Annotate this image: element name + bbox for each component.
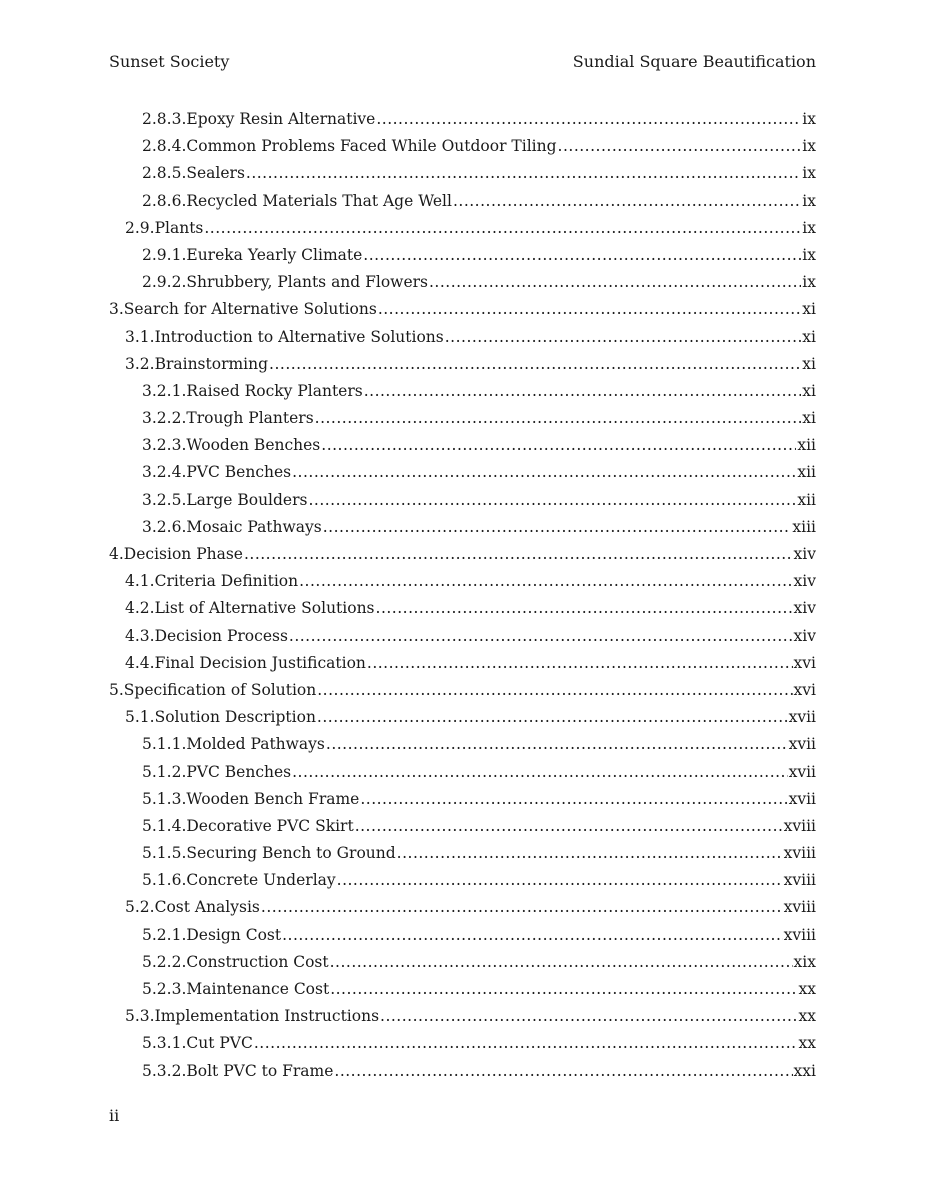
dot-leader — [376, 595, 793, 622]
toc-entry[interactable] — [109, 867, 816, 894]
toc-entry[interactable] — [109, 650, 816, 677]
toc-entry[interactable] — [109, 1058, 816, 1085]
toc-entry-number: 3.2.6. — [142, 517, 187, 536]
toc-entry-title: Trough Planters — [186, 409, 314, 428]
toc-entry-title: Brainstorming — [154, 354, 269, 373]
toc-entry-title: Final Decision Justification — [154, 653, 366, 672]
toc-entry-number: 3.2.4. — [142, 463, 187, 482]
toc-entry-page: xvii — [788, 762, 816, 781]
toc-entry-title: Mosaic Pathways — [186, 517, 322, 536]
toc-entry-number: 4.1. — [125, 572, 155, 591]
toc-entry-number: 3.2. — [125, 354, 155, 373]
toc-entry[interactable] — [109, 894, 816, 921]
toc-entry-page: xi — [802, 381, 816, 400]
toc-entry-page: ix — [802, 191, 816, 210]
toc-entry-number: 4.3. — [125, 626, 155, 645]
toc-entry-page: xvii — [788, 789, 816, 808]
toc-entry-number: 2.8.4. — [142, 137, 187, 156]
toc-entry-page: ix — [802, 137, 816, 156]
toc-entry-page: xiv — [793, 626, 816, 645]
toc-entry-page: xiii — [792, 517, 816, 536]
toc-entry[interactable] — [109, 704, 816, 731]
toc-entry-number: 5.1.6. — [142, 871, 187, 890]
dot-leader — [355, 813, 783, 840]
dot-leader — [244, 541, 793, 568]
toc-entry-number: 4.4. — [125, 653, 155, 672]
toc-entry-number: 3. — [109, 300, 124, 319]
toc-entry-title: Criteria Definition — [154, 572, 299, 591]
toc-entry[interactable] — [109, 378, 816, 405]
toc-entry-title: Decorative PVC Skirt — [186, 816, 354, 835]
toc-entry-title: Introduction to Alternative Solutions — [154, 327, 444, 346]
toc-entry-title: Common Problems Faced While Outdoor Tiling — [186, 137, 557, 156]
toc-entry[interactable] — [109, 351, 816, 378]
header-organization: Sunset Society — [109, 52, 230, 71]
toc-entry-title: Wooden Bench Frame — [186, 789, 360, 808]
toc-entry-number: 3.2.2. — [142, 409, 187, 428]
dot-leader — [337, 867, 783, 894]
toc-entry-number: 5.2.2. — [142, 952, 187, 971]
toc-entry[interactable] — [109, 840, 816, 867]
toc-entry-page: xii — [797, 463, 816, 482]
toc-entry-title: Molded Pathways — [186, 735, 325, 754]
toc-entry-title: Maintenance Cost — [186, 980, 330, 998]
toc-entry-number: 4.2. — [125, 599, 155, 618]
toc-entry-number: 4. — [109, 545, 124, 563]
toc-entry-number: 5.3.1. — [142, 1034, 187, 1053]
toc-entry[interactable] — [109, 786, 816, 813]
toc-entry-title: Cost Analysis — [154, 898, 260, 917]
toc-entry-number: 2.8.5. — [142, 164, 187, 183]
toc-entry-page: xi — [802, 354, 816, 373]
toc-entry-title: Eureka Yearly Climate — [186, 245, 363, 264]
toc-entry[interactable] — [109, 296, 816, 323]
toc-entry[interactable] — [109, 514, 816, 541]
toc-entry-title: Concrete Underlay — [186, 871, 336, 890]
header-document-title: Sundial Square Beautification — [572, 52, 816, 71]
toc-entry-number: 5.2. — [125, 898, 155, 917]
toc-entry-page: ix — [802, 164, 816, 183]
toc-entry-number: 2.9. — [125, 218, 155, 237]
dot-leader — [326, 731, 788, 758]
dot-leader — [397, 840, 783, 867]
toc-entry-number: 5.1.2. — [142, 762, 187, 781]
toc-entry-title: Epoxy Resin Alternative — [186, 110, 376, 128]
toc-entry-title: Implementation Instructions — [154, 1007, 380, 1026]
toc-entry-page: ix — [802, 273, 816, 292]
toc-entry-number: 2.8.6. — [142, 191, 187, 210]
toc-entry[interactable] — [109, 405, 816, 432]
dot-leader — [269, 351, 801, 378]
toc-entry-title: Solution Description — [154, 708, 316, 727]
toc-entry[interactable] — [109, 568, 816, 595]
dot-leader — [289, 623, 793, 650]
toc-entry-title: Wooden Benches — [186, 436, 321, 455]
toc-entry-number: 5.3.2. — [142, 1061, 187, 1080]
dot-leader — [261, 894, 783, 921]
dot-leader — [323, 514, 792, 541]
toc-entry[interactable] — [109, 106, 816, 133]
toc-entry-page: xvi — [793, 653, 816, 672]
toc-entry-page: xvii — [788, 735, 816, 754]
dot-leader — [317, 704, 788, 731]
toc-entry-number: 5.1. — [125, 708, 155, 727]
toc-entry-number: 5.2.3. — [142, 980, 187, 998]
toc-entry[interactable] — [109, 759, 816, 786]
toc-entry-page: xviii — [783, 844, 816, 863]
toc-entry-number: 3.2.1. — [142, 381, 187, 400]
toc-entry-page: xx — [798, 980, 816, 998]
toc-entry[interactable] — [109, 1003, 816, 1030]
dot-leader — [308, 487, 796, 514]
dot-leader — [315, 405, 802, 432]
toc-entry[interactable] — [109, 813, 816, 840]
toc-entry-title: Construction Cost — [186, 952, 329, 971]
toc-entry-number: 5. — [109, 680, 124, 699]
toc-entry[interactable] — [109, 677, 816, 704]
toc-entry-page: xi — [802, 300, 816, 319]
toc-entry[interactable] — [109, 487, 816, 514]
dot-leader — [330, 976, 797, 1003]
dot-leader — [367, 650, 793, 677]
toc-entry-page: xiv — [793, 545, 816, 563]
toc-entry-title: List of Alternative Solutions — [154, 599, 375, 618]
toc-entry-number: 2.8.3. — [142, 110, 187, 128]
dot-leader — [317, 677, 792, 704]
dot-leader — [292, 459, 796, 486]
toc-entry-page: xvii — [788, 708, 816, 727]
toc-entry-page: xiv — [793, 599, 816, 618]
toc-entry-page: xii — [797, 436, 816, 455]
toc-entry-number: 5.1.1. — [142, 735, 187, 754]
toc-entry[interactable] — [109, 922, 816, 949]
dot-leader — [330, 949, 793, 976]
toc-entry-number: 3.2.5. — [142, 490, 187, 509]
dot-leader — [334, 1058, 792, 1085]
toc-entry-title: Design Cost — [186, 925, 282, 944]
toc-entry-page: xxi — [793, 1061, 816, 1080]
toc-entry[interactable] — [109, 976, 816, 1003]
toc-entry[interactable] — [109, 731, 816, 758]
toc-entry-title: PVC Benches — [186, 762, 292, 781]
toc-entry-title: Decision Phase — [123, 545, 243, 563]
toc-entry-page: xi — [802, 327, 816, 346]
dot-leader — [321, 432, 796, 459]
toc-entry-page: xii — [797, 490, 816, 509]
toc-entry-title: Sealers — [186, 164, 245, 183]
toc-entry-page: xiv — [793, 572, 816, 591]
dot-leader — [453, 188, 801, 215]
toc-entry[interactable] — [109, 459, 816, 486]
dot-leader — [429, 269, 801, 296]
toc-entry[interactable] — [109, 242, 816, 269]
toc-entry[interactable] — [109, 160, 816, 187]
toc-entry-title: Search for Alternative Solutions — [123, 300, 377, 319]
dot-leader — [299, 568, 792, 595]
toc-entry-title: Decision Process — [154, 626, 288, 645]
dot-leader — [380, 1003, 797, 1030]
dot-leader — [282, 922, 783, 949]
toc-entry-number: 5.2.1. — [142, 925, 187, 944]
dot-leader — [376, 106, 801, 133]
page-number: ii — [109, 1106, 120, 1125]
toc-entry-page: xi — [802, 409, 816, 428]
toc-entry-number: 3.1. — [125, 327, 155, 346]
toc-entry[interactable] — [109, 595, 816, 622]
toc-entry-number: 5.1.3. — [142, 789, 187, 808]
toc-entry-title: Bolt PVC to Frame — [186, 1061, 334, 1080]
toc-entry-page: ix — [802, 218, 816, 237]
dot-leader — [558, 133, 802, 160]
toc-entry[interactable] — [109, 133, 816, 160]
toc-entry[interactable] — [109, 541, 816, 568]
page-header — [109, 52, 816, 76]
toc-entry-title: Plants — [154, 218, 204, 237]
toc-entry-page: ix — [802, 110, 816, 128]
toc-entry[interactable] — [109, 188, 816, 215]
toc-entry-page: xviii — [783, 898, 816, 917]
toc-entry-number: 3.2.3. — [142, 436, 187, 455]
toc-entry-page: xix — [793, 952, 816, 971]
dot-leader — [204, 215, 801, 242]
dot-leader — [254, 1030, 798, 1057]
toc-entry-page: xviii — [783, 871, 816, 890]
toc-entry[interactable] — [109, 1030, 816, 1057]
toc-entry-page: xvi — [793, 680, 816, 699]
toc-entry-page: ix — [802, 245, 816, 264]
toc-entry-number: 5.3. — [125, 1007, 155, 1026]
dot-leader — [363, 242, 801, 269]
toc-entry-title: Securing Bench to Ground — [186, 844, 396, 863]
toc-entry-number: 5.1.5. — [142, 844, 187, 863]
dot-leader — [246, 160, 801, 187]
toc-entry[interactable] — [109, 623, 816, 650]
toc-entry-number: 5.1.4. — [142, 816, 187, 835]
toc-entry-title: PVC Benches — [186, 463, 292, 482]
table-of-contents — [109, 106, 816, 1085]
toc-entry[interactable] — [109, 949, 816, 976]
toc-entry[interactable] — [109, 269, 816, 296]
toc-entry-page: xviii — [783, 816, 816, 835]
toc-entry-title: Recycled Materials That Age Well — [186, 191, 452, 210]
toc-entry-page: xx — [798, 1034, 816, 1053]
toc-entry[interactable] — [109, 432, 816, 459]
dot-leader — [364, 378, 802, 405]
toc-entry-title: Large Boulders — [186, 490, 308, 509]
toc-entry[interactable] — [109, 215, 816, 242]
toc-entry-title: Raised Rocky Planters — [186, 381, 363, 400]
toc-entry[interactable] — [109, 324, 816, 351]
toc-entry-title: Shrubbery, Plants and Flowers — [186, 273, 428, 292]
toc-entry-number: 2.9.2. — [142, 273, 187, 292]
toc-entry-page: xx — [798, 1007, 816, 1026]
dot-leader — [445, 324, 802, 351]
toc-entry-title: Cut PVC — [186, 1034, 253, 1053]
dot-leader — [360, 786, 787, 813]
toc-entry-page: xviii — [783, 925, 816, 944]
toc-entry-number: 2.9.1. — [142, 245, 187, 264]
dot-leader — [378, 296, 801, 323]
dot-leader — [292, 759, 787, 786]
toc-entry-title: Specification of Solution — [123, 680, 317, 699]
